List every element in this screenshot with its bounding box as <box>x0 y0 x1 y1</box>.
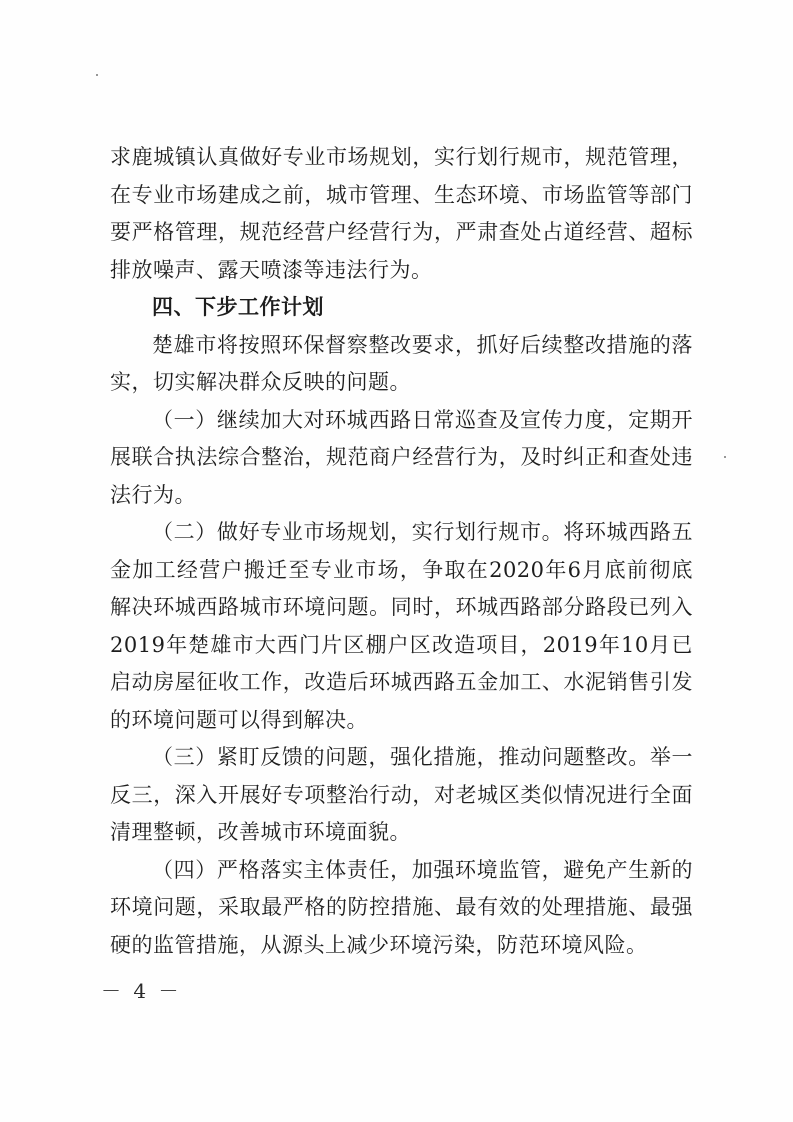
section-heading: 四、下步工作计划 <box>152 295 324 319</box>
paragraph-item-3: （三）紧盯反馈的问题，强化措施，推动问题整改。举一反三，深入开展好专项整治行动，对老城区类似情况进行全面清理整顿，改善城市环境面貌。 <box>110 745 693 844</box>
paragraph-item-2: （二）做好专业市场规划，实行划行规市。将环城西路五金加工经营户搬迁至专业市场，争取在2020年6月底前彻底解决环城西路城市环境问题。同时，环城西路部分路段已列入2019年楚雄市大西门片区棚户区改造项目，2019年10月已启动房屋征收工作，改造后环城西路五金加工、水泥销售引发的环境问题可以得到解决。 <box>110 520 693 732</box>
paragraph-intro: 楚雄市将按照环保督察整改要求，抓好后续整改措施的落实，切实解决群众反映的问题。 <box>110 332 693 394</box>
paragraph-item-4: （四）严格落实主体责任，加强环境监管，避免产生新的环境问题，采取最严格的防控措施、最有效的处理措施、最强硬的监管措施，从源头上减少环境污染，防范环境风险。 <box>110 857 693 957</box>
page-number: － 4 － <box>101 979 182 1003</box>
scan-speck <box>96 74 98 76</box>
scan-speck <box>724 456 726 458</box>
paragraph-continued: 求鹿城镇认真做好专业市场规划，实行划行规市，规范管理，在专业市场建成之前，城市管理、生态环境、市场监管等部门要严格管理，规范经营户经营行为，严肃查处占道经营、超标排放噪声、露天喷漆等违法行为。 <box>110 145 693 282</box>
paragraph-item-1: （一）继续加大对环城西路日常巡查及宣传力度，定期开展联合执法综合整治，规范商户经营行为，及时纠正和查处违法行为。 <box>110 407 693 507</box>
document-body <box>110 139 693 964</box>
